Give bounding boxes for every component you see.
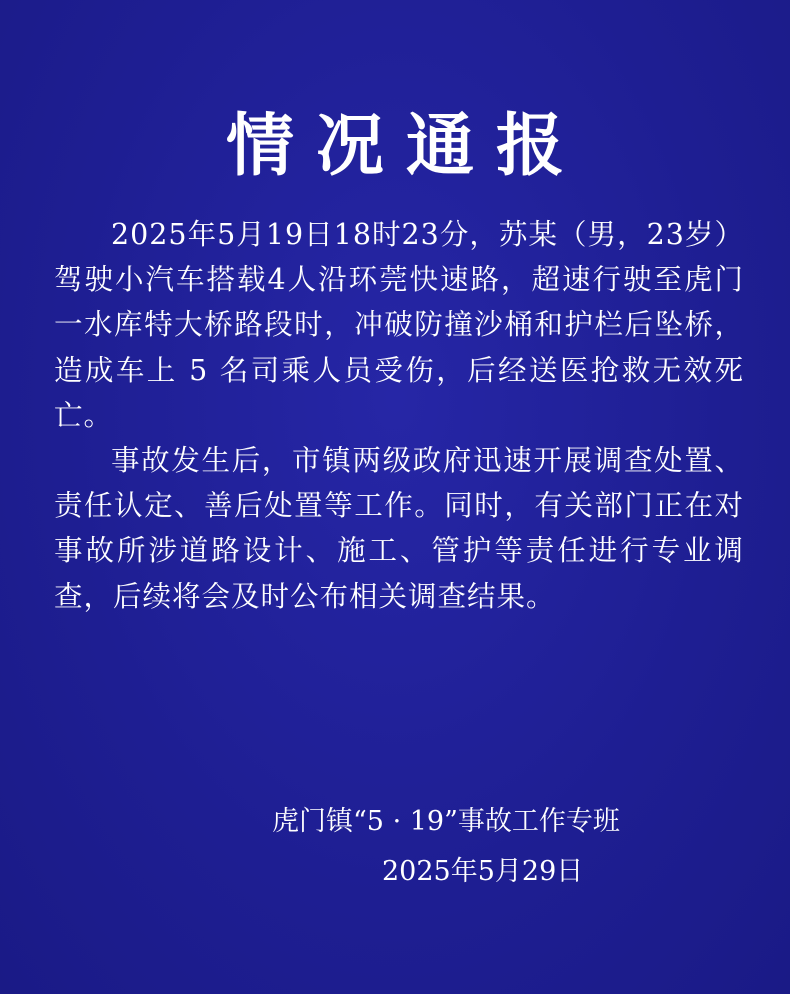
notice-title: 情况通报: [225, 107, 586, 186]
issue-date: 2025年5月29日: [382, 856, 584, 887]
paragraph-incident: 2025年5月19日18时23分，苏某（男，23岁）驾驶小汽车搭载4人沿环莞快速路，超速行驶至虎门一水库特大桥路段时，冲破防撞沙桶和护栏后坠桥，造成车上 5 名司乘人员受伤，后经送医抢救无效死亡。: [54, 218, 744, 432]
paragraph-response: 事故发生后，市镇两级政府迅速开展调查处置、责任认定、善后处置等工作。同时，有关部门正在对事故所涉道路设计、施工、管护等责任进行专业调查，后续将会及时公布相关调查结果。: [54, 444, 744, 613]
issuing-organization: 虎门镇“5 · 19”事故工作专班: [272, 806, 620, 837]
notice-body: [54, 212, 744, 619]
